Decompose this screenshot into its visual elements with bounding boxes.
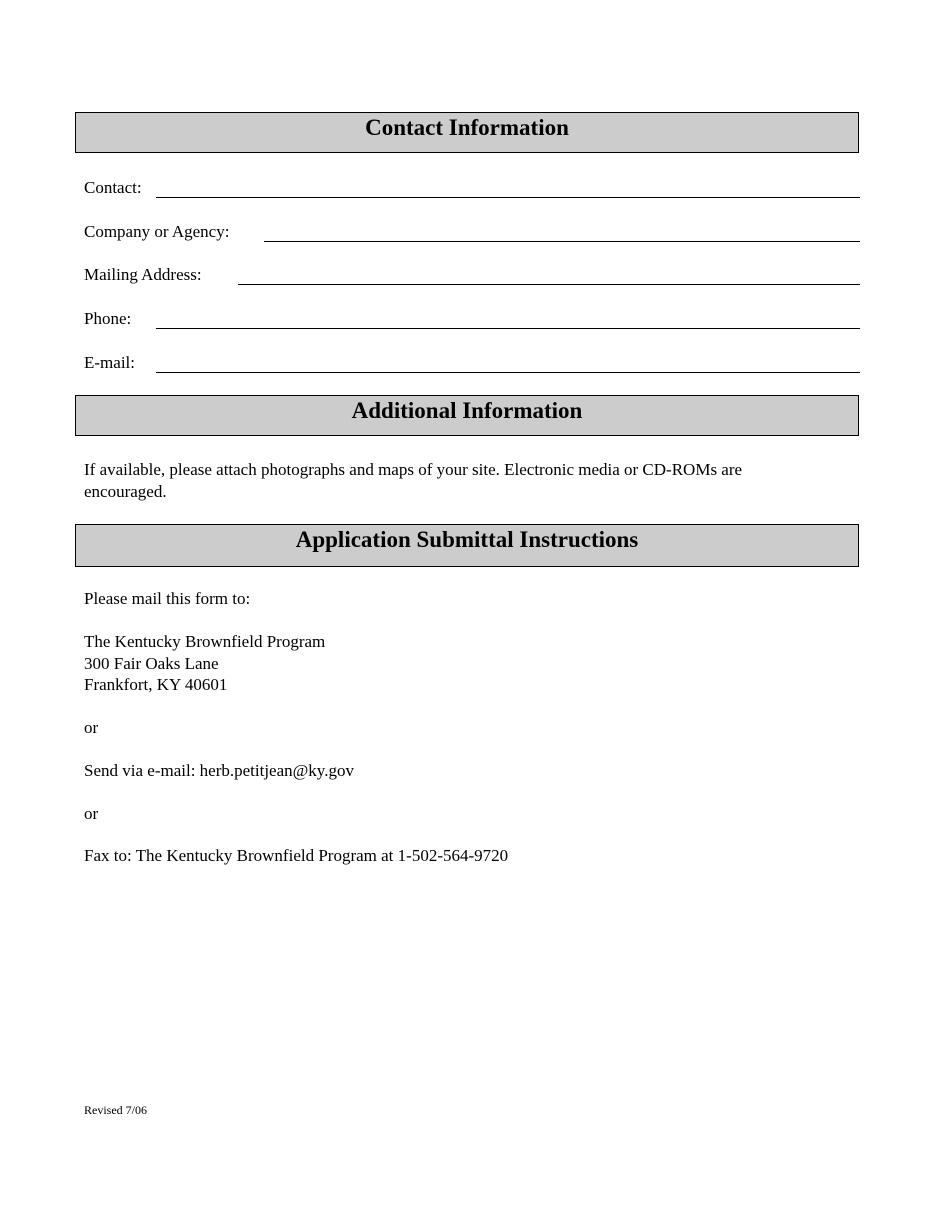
contact-field[interactable]: [156, 197, 860, 198]
or-text-2: or: [84, 804, 99, 823]
contact-label: Contact:: [84, 178, 142, 197]
address-line3: Frankfort, KY 40601: [84, 675, 228, 694]
company-field[interactable]: [264, 241, 860, 242]
mail-intro: Please mail this form to:: [84, 589, 251, 608]
phone-field[interactable]: [156, 328, 860, 329]
address-line1: The Kentucky Brownfield Program: [84, 632, 326, 651]
email-label: E-mail:: [84, 353, 135, 372]
additional-text-line1: If available, please attach photographs and maps of your site. Electronic media or CD-ROMs are: [84, 460, 743, 479]
email-instruction: Send via e-mail: herb.petitjean@ky.gov: [84, 761, 354, 780]
additional-text-line2: encouraged.: [84, 482, 167, 501]
mailing-address-label: Mailing Address:: [84, 265, 202, 284]
phone-label: Phone:: [84, 309, 132, 328]
company-label: Company or Agency:: [84, 222, 230, 241]
address-line2: 300 Fair Oaks Lane: [84, 654, 219, 673]
fax-instruction: Fax to: The Kentucky Brownfield Program at 1-502-564-9720: [84, 846, 509, 865]
additional-information-header: Additional Information: [75, 395, 859, 436]
submittal-instructions-header: Application Submittal Instructions: [75, 524, 859, 567]
mailing-address-field[interactable]: [238, 284, 860, 285]
contact-information-header: Contact Information: [75, 112, 859, 153]
email-field[interactable]: [156, 372, 860, 373]
revised-date: Revised 7/06: [84, 1103, 147, 1117]
or-text-1: or: [84, 718, 99, 737]
